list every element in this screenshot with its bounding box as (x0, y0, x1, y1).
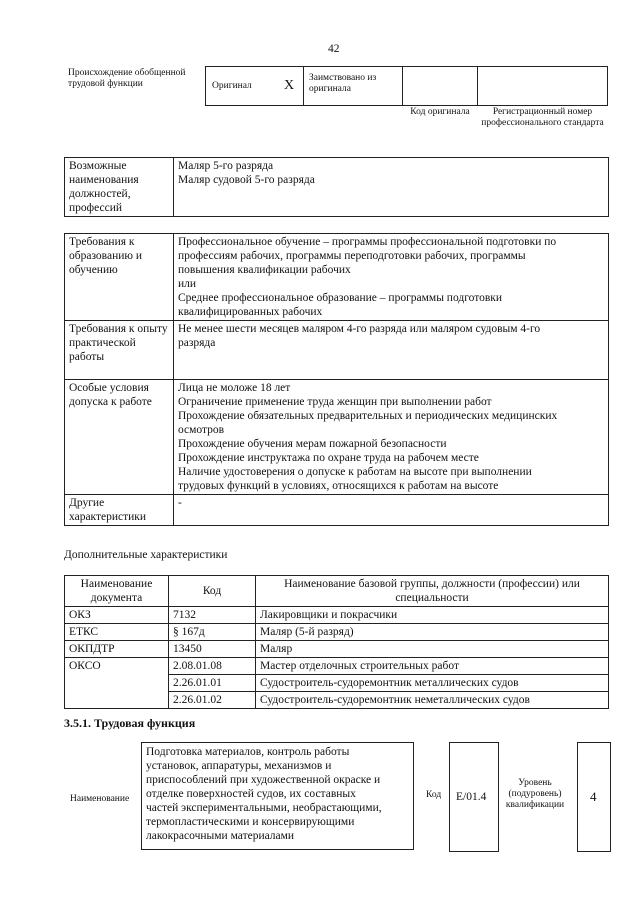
row-doc: ОКПДТР (65, 641, 169, 658)
col-header-code: Код (169, 576, 256, 607)
row-doc: ОКСО (65, 658, 169, 709)
req-experience-value (174, 321, 609, 380)
origin-box (205, 66, 608, 106)
function-level-box (577, 742, 611, 852)
position-item: Маляр 5-го разряда (178, 160, 274, 172)
row-name: Судостроитель-судоремонтник неметаллических судов (256, 692, 609, 709)
req-line: разряда (178, 337, 216, 349)
req-experience-label: Требования к опыту практической работы (65, 321, 174, 380)
positions-table (64, 157, 609, 217)
req-line: Наличие удостоверения о допуске к работам на высоте при выполнении (178, 466, 532, 478)
function-name-line: Подготовка материалов, контроль работы (146, 746, 350, 758)
row-name: Маляр (5-й разряд) (256, 624, 609, 641)
function-name-line: приспособлений при художественной окраске и (146, 774, 381, 786)
req-other-label: Другие характеристики (65, 495, 174, 526)
row-doc: ЕТКС (65, 624, 169, 641)
origin-reg-caption: Регистрационный номер профессионального стандарта (481, 107, 604, 128)
req-line: квалифицированных рабочих (178, 306, 323, 318)
row-doc: ОКЗ (65, 607, 169, 624)
table-row (65, 658, 609, 675)
row-code: § 167д (169, 624, 256, 641)
req-line: осмотров (178, 424, 225, 436)
function-name-line: отделке поверхностей судов, их составных (146, 788, 356, 800)
function-code-box (449, 742, 499, 852)
req-line: повышения квалификации рабочих (178, 264, 351, 276)
row-code: 2.26.01.01 (169, 675, 256, 692)
row-code: 2.26.01.02 (169, 692, 256, 709)
page-number: 42 (328, 43, 340, 55)
req-line: или (178, 278, 197, 290)
row-code: 7132 (169, 607, 256, 624)
req-line: Среднее профессиональное образование – программы подготовки (178, 292, 503, 304)
function-name-line: установок, аппаратуры, механизмов и (146, 760, 332, 772)
req-line: Прохождение обязательных предварительных и периодических медицинских (178, 410, 558, 422)
req-education-label: Требования к образованию и обучению (65, 234, 174, 321)
origin-original-mark: X (284, 78, 295, 93)
req-line: - (178, 497, 182, 509)
additional-table (64, 575, 609, 709)
req-line: трудовых функций в условиях, относящихся к работам на высоте (178, 480, 499, 492)
req-line: Не менее шести месяцев маляром 4-го разряда или маляром судовым 4-го (178, 323, 541, 335)
row-name: Лакировщики и покрасчики (256, 607, 609, 624)
positions-label: Возможные наименования должностей, профессий (65, 158, 174, 217)
row-name: Маляр (256, 641, 609, 658)
origin-original-label: Оригинал (212, 81, 252, 91)
origin-code-caption: Код оригинала (410, 107, 470, 117)
req-line: Лица не моложе 18 лет (178, 382, 291, 394)
col-header-name: Наименование базовой группы, должности (профессии) или специальности (256, 576, 609, 607)
function-name-label: Наименование (70, 794, 130, 804)
requirements-table (64, 233, 609, 526)
additional-heading: Дополнительные характеристики (64, 549, 228, 561)
function-name-line: лакокрасочными материалами (146, 830, 295, 842)
col-header-doc: Наименование документа (65, 576, 169, 607)
row-name: Мастер отделочных строительных работ (256, 658, 609, 675)
row-code: 13450 (169, 641, 256, 658)
table-row (65, 641, 609, 658)
position-item: Маляр судовой 5-го разряда (178, 174, 315, 186)
req-line: Ограничение применение труда женщин при выполнении работ (178, 396, 492, 408)
req-line: Прохождение инструктажа по охране труда на рабочем месте (178, 452, 479, 464)
req-line: профессиям рабочих, программы переподготовки рабочих, программы (178, 250, 526, 262)
function-heading: 3.5.1. Трудовая функция (64, 716, 196, 730)
function-name-box (141, 742, 414, 850)
positions-values (174, 158, 609, 217)
function-level-label: Уровень (подуровень) квалификации (505, 778, 565, 810)
function-code-label: Код (426, 790, 442, 800)
req-admission-label: Особые условия допуска к работе (65, 380, 174, 495)
function-name-line: термопластическими и консервирующими (146, 816, 355, 828)
function-code-value: E/01.4 (456, 791, 487, 803)
req-line: Профессиональное обучение – программы профессиональной подготовки по (178, 236, 557, 248)
req-education-value (174, 234, 609, 321)
row-name: Судостроитель-судоремонтник металлических судов (256, 675, 609, 692)
origin-label: Происхождение обобщенной трудовой функции (68, 68, 186, 89)
req-admission-value (174, 380, 609, 495)
table-row (65, 624, 609, 641)
function-name-line: частей экспериментальными, необрастающими, (146, 802, 382, 814)
row-code: 2.08.01.08 (169, 658, 256, 675)
origin-borrowed-label: Заимствовано из оригинала (309, 73, 377, 94)
table-row (65, 607, 609, 624)
req-other-value (174, 495, 609, 526)
function-level-value: 4 (590, 789, 597, 804)
req-line: Прохождение обучения мерам пожарной безопасности (178, 438, 447, 450)
